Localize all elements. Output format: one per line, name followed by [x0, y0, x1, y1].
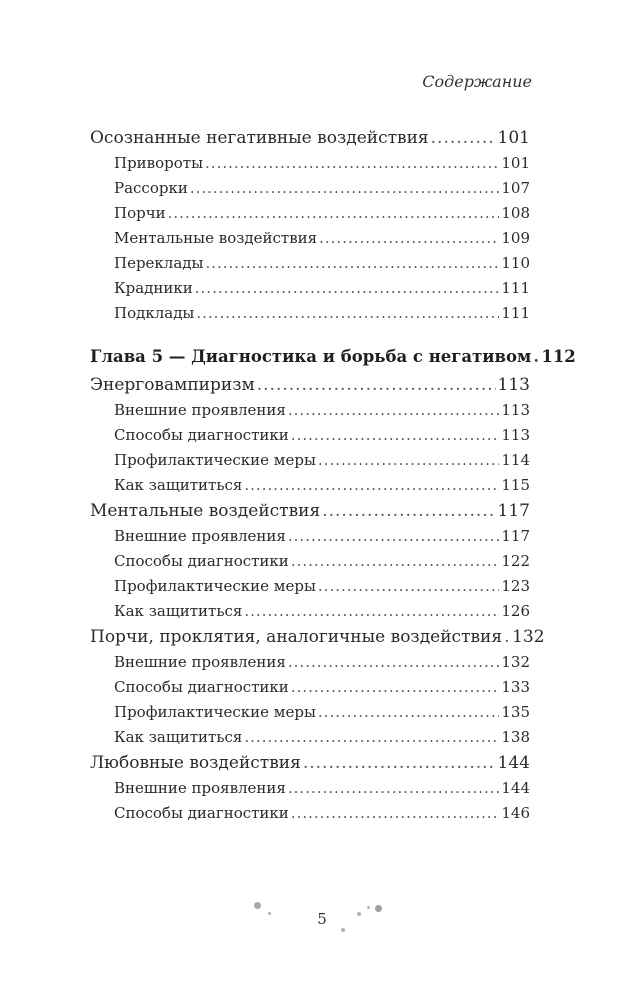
table-of-contents — [90, 128, 576, 829]
toc-entry-page: 112 — [541, 347, 576, 366]
decorative-dot — [367, 906, 370, 909]
toc-entry-subsection[interactable] — [90, 552, 530, 577]
toc-entry-section[interactable] — [90, 128, 530, 154]
toc-entry-section[interactable] — [90, 753, 530, 779]
toc-entry-label: Способы диагностики — [114, 552, 289, 570]
toc-entry-page: 111 — [501, 279, 530, 297]
dot-leader — [319, 229, 499, 247]
toc-entry-page: 108 — [501, 204, 530, 222]
toc-entry-page: 133 — [501, 678, 530, 696]
dot-leader — [205, 254, 499, 272]
dot-leader — [244, 728, 499, 746]
toc-entry-label: Способы диагностики — [114, 426, 289, 444]
dot-leader — [504, 627, 510, 647]
toc-entry-page: 113 — [501, 426, 530, 444]
dot-leader — [288, 653, 499, 671]
toc-entry-page: 123 — [501, 577, 530, 595]
toc-entry-page: 101 — [497, 128, 530, 148]
running-header: Содержание — [422, 72, 532, 91]
toc-entry-page: 110 — [501, 254, 530, 272]
toc-entry-subsection[interactable] — [90, 229, 530, 254]
toc-entry-page: 138 — [501, 728, 530, 746]
decorative-dot — [341, 928, 345, 932]
toc-entry-subsection[interactable] — [90, 779, 530, 804]
toc-entry-label: Профилактические меры — [114, 451, 316, 469]
toc-entry-label: Как защититься — [114, 602, 243, 620]
toc-entry-subsection[interactable] — [90, 678, 530, 703]
dot-leader — [291, 678, 500, 696]
dot-leader — [195, 279, 500, 297]
toc-entry-label: Профилактические меры — [114, 577, 316, 595]
toc-entry-subsection[interactable] — [90, 154, 530, 179]
page-number: 5 — [317, 910, 327, 928]
toc-entry-label: Профилактические меры — [114, 703, 316, 721]
dot-leader — [303, 753, 496, 773]
dot-leader — [291, 426, 500, 444]
toc-entry-label: Энерговампиризм — [90, 375, 255, 395]
toc-entry-page: 132 — [501, 653, 530, 671]
toc-entry-page: 111 — [501, 304, 530, 322]
toc-entry-subsection[interactable] — [90, 254, 530, 279]
toc-entry-label: Способы диагностики — [114, 678, 289, 696]
dot-leader — [288, 779, 499, 797]
toc-entry-label: Внешние проявления — [114, 401, 286, 419]
toc-entry-subsection[interactable] — [90, 401, 530, 426]
toc-entry-subsection[interactable] — [90, 304, 530, 329]
toc-entry-label: Как защититься — [114, 728, 243, 746]
toc-entry-label: Ментальные воздействия — [90, 501, 321, 521]
toc-entry-subsection[interactable] — [90, 602, 530, 627]
dot-leader — [168, 204, 500, 222]
toc-entry-page: 122 — [501, 552, 530, 570]
dot-leader — [291, 804, 500, 822]
toc-entry-label: Ментальные воздействия — [114, 229, 318, 247]
toc-entry-page: 135 — [501, 703, 530, 721]
toc-entry-page: 144 — [501, 779, 530, 797]
toc-entry-label: Как защититься — [114, 476, 243, 494]
dot-leader — [190, 179, 500, 197]
toc-entry-label: Порчи, проклятия, аналогичные воздействия — [90, 627, 503, 647]
toc-entry-subsection[interactable] — [90, 653, 530, 678]
decorative-dot — [254, 902, 261, 909]
toc-entry-subsection[interactable] — [90, 476, 530, 501]
toc-entry-subsection[interactable] — [90, 703, 530, 728]
toc-entry-section[interactable] — [90, 627, 545, 653]
dot-leader — [291, 552, 500, 570]
spacer — [90, 329, 530, 347]
dot-leader — [244, 602, 499, 620]
toc-entry-subsection[interactable] — [90, 728, 530, 753]
toc-entry-subsection[interactable] — [90, 451, 530, 476]
toc-entry-subsection[interactable] — [90, 577, 530, 602]
toc-entry-label: Способы диагностики — [114, 804, 289, 822]
toc-entry-page: 146 — [501, 804, 530, 822]
toc-entry-page: 117 — [501, 527, 530, 545]
toc-entry-subsection[interactable] — [90, 204, 530, 229]
toc-entry-label: Крадники — [114, 279, 193, 297]
toc-entry-page: 114 — [501, 451, 530, 469]
toc-entry-section[interactable] — [90, 375, 530, 401]
toc-entry-subsection[interactable] — [90, 279, 530, 304]
toc-entry-page: 126 — [501, 602, 530, 620]
dot-leader — [288, 527, 499, 545]
toc-entry-label: Глава 5 — Диагностика и борьба с негативом — [90, 347, 532, 366]
toc-entry-label: Привороты — [114, 154, 204, 172]
toc-entry-label: Внешние проявления — [114, 779, 286, 797]
toc-entry-label: Переклады — [114, 254, 204, 272]
toc-entry-section[interactable] — [90, 501, 530, 527]
toc-entry-subsection[interactable] — [90, 179, 530, 204]
dot-leader — [431, 128, 496, 148]
dot-leader — [318, 451, 499, 469]
dot-leader — [318, 703, 499, 721]
toc-entry-page: 132 — [512, 627, 545, 647]
toc-entry-label: Любовные воздействия — [90, 753, 301, 773]
dot-leader — [244, 476, 499, 494]
toc-entry-subsection[interactable] — [90, 426, 530, 451]
dot-leader — [205, 154, 499, 172]
toc-entry-page: 144 — [497, 753, 530, 773]
toc-entry-label: Внешние проявления — [114, 653, 286, 671]
toc-entry-label: Рассорки — [114, 179, 188, 197]
dot-leader — [257, 375, 496, 395]
toc-entry-page: 107 — [501, 179, 530, 197]
toc-entry-subsection[interactable] — [90, 527, 530, 552]
dot-leader — [196, 304, 499, 322]
toc-entry-label: Порчи — [114, 204, 166, 222]
dot-leader — [288, 401, 499, 419]
dot-leader — [318, 577, 499, 595]
toc-entry-label: Осознанные негативные воздействия — [90, 128, 429, 148]
dot-leader — [322, 501, 495, 521]
toc-entry-page: 101 — [501, 154, 530, 172]
toc-entry-page: 109 — [501, 229, 530, 247]
toc-entry-page: 113 — [497, 375, 530, 395]
dot-leader — [533, 347, 539, 366]
toc-entry-chapter[interactable] — [90, 347, 576, 375]
toc-entry-label: Внешние проявления — [114, 527, 286, 545]
toc-entry-label: Подклады — [114, 304, 195, 322]
toc-entry-subsection[interactable] — [90, 804, 530, 829]
toc-entry-page: 113 — [501, 401, 530, 419]
toc-entry-page: 117 — [497, 501, 530, 521]
toc-entry-page: 115 — [501, 476, 530, 494]
